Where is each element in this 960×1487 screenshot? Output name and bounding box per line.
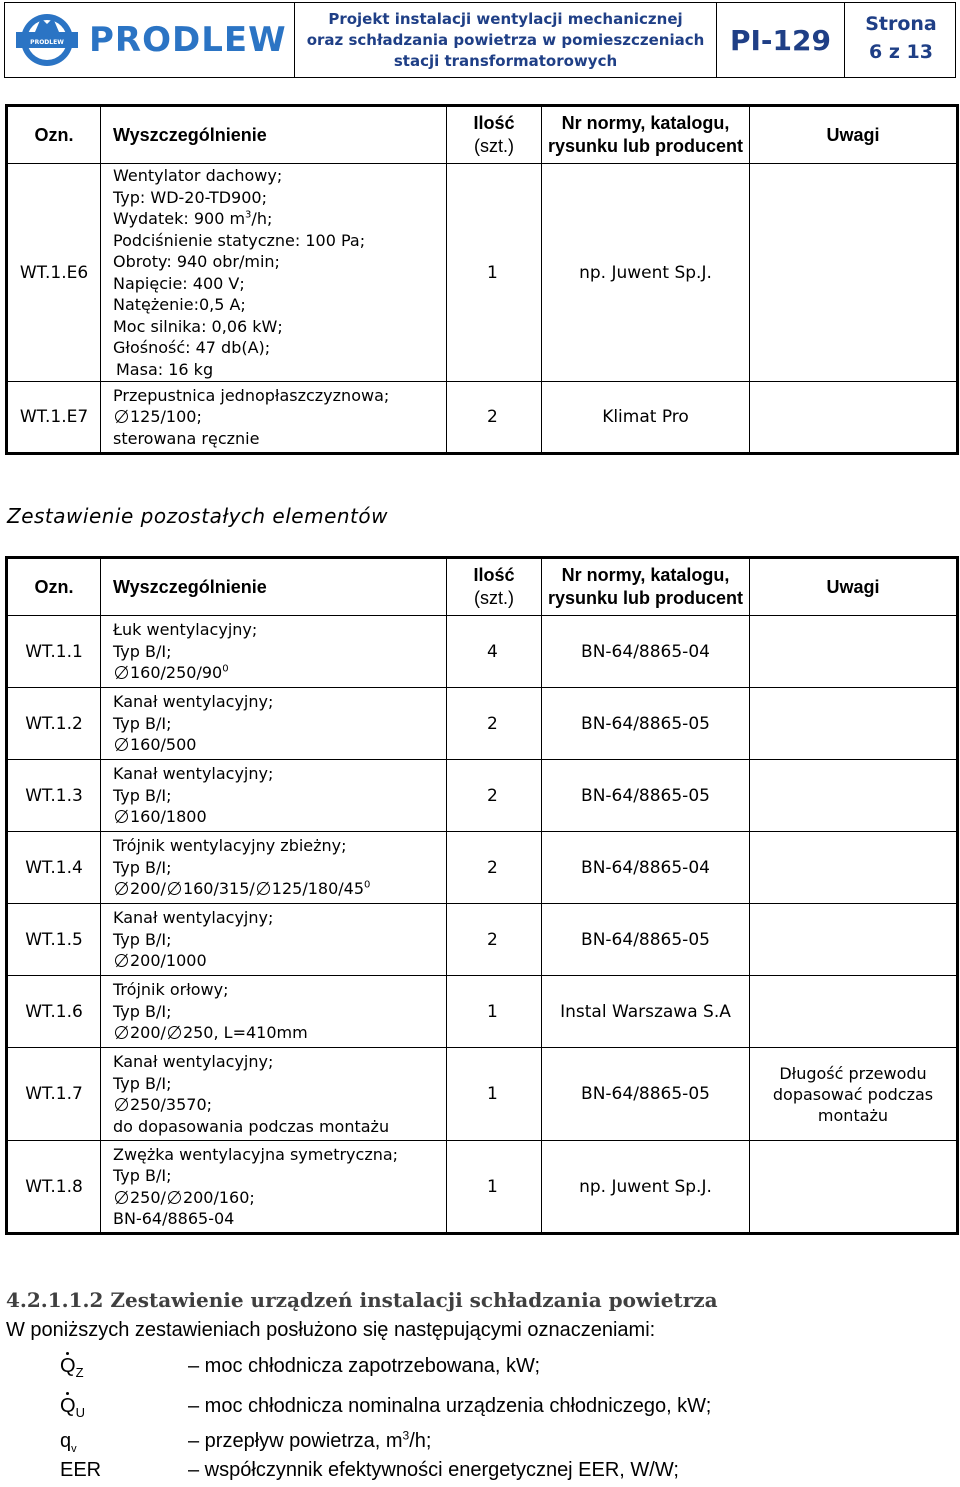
row-norm: BN-64/8865-05: [542, 688, 750, 760]
row-remarks: [750, 832, 958, 904]
row-norm: BN-64/8865-05: [542, 904, 750, 976]
row-id: WT.1.E6: [7, 164, 101, 382]
logo-wordmark: PRODLEW: [89, 20, 287, 60]
diameter-icon: [115, 1026, 128, 1039]
col-ozn: Ozn.: [7, 558, 101, 616]
table-row: [7, 1141, 958, 1234]
col-remarks: Uwagi: [750, 106, 958, 164]
row-spec: Kanał wentylacyjny; Typ B/I; 160/500: [101, 688, 447, 760]
diameter-icon: [115, 810, 128, 823]
table-row: [7, 616, 958, 688]
company-emblem-icon: [13, 10, 81, 70]
row-spec: Kanał wentylacyjny; Typ B/I; 200/1000: [101, 904, 447, 976]
row-spec: Zwężka wentylacyjna symetryczna; Typ B/I; 250/ 200/160; BN-64/8865-04: [101, 1141, 447, 1234]
row-norm: BN-64/8865-05: [542, 1048, 750, 1141]
symbol-description: – współczynnik efektywności energetycznej EER, W/W;: [188, 1459, 679, 1481]
row-remarks: [750, 976, 958, 1048]
diameter-icon: [115, 882, 128, 895]
row-remarks: [750, 382, 958, 454]
table-row: [7, 976, 958, 1048]
table-row: [7, 832, 958, 904]
document-header: [4, 2, 956, 78]
row-id: WT.1.4: [7, 832, 101, 904]
row-spec: Trójnik orłowy; Typ B/I; 200/ 250, L=410mm: [101, 976, 447, 1048]
symbol-description: – moc chłodnicza zapotrzebowana, kW;: [188, 1355, 541, 1377]
row-qty: 1: [447, 164, 542, 382]
row-remarks: Długość przewodu dopasować podczas montażu: [750, 1048, 958, 1141]
table-row: [7, 382, 958, 454]
table-header-row: [7, 106, 958, 164]
symbol-definition: $Q_U$: [60, 1395, 85, 1420]
row-id: WT.1.5: [7, 904, 101, 976]
row-remarks: [750, 760, 958, 832]
symbol-description: – przepływ powietrza, $m^3/h$;: [188, 1428, 432, 1452]
row-id: WT.1.E7: [7, 382, 101, 454]
row-remarks: [750, 904, 958, 976]
table-row: [7, 760, 958, 832]
row-spec: Wentylator dachowy; Typ: WD-20-TD900; Wydatek: 900 $m^3/h$; Podciśnienie statyczne: 100 Pa; Obroty: 940 obr/min; Napięcie: 400 V; Natężenie:0,5 A; Moc silnika: 0,06 kW; Głośność: 47 db(A); Masa: 16 kg: [101, 164, 447, 382]
row-norm: BN-64/8865-04: [542, 616, 750, 688]
row-qty: 2: [447, 688, 542, 760]
row-qty: 2: [447, 382, 542, 454]
row-id: WT.1.2: [7, 688, 101, 760]
table-row: [7, 688, 958, 760]
row-spec: Kanał wentylacyjny; Typ B/I; 250/3570; do dopasowania podczas montażu: [101, 1048, 447, 1141]
symbol-definition: $q_v$: [60, 1430, 77, 1455]
svg-text:PRODLEW: PRODLEW: [30, 39, 64, 46]
col-remarks: Uwagi: [750, 558, 958, 616]
fan-equipment-table: [5, 104, 959, 455]
table-row: [7, 904, 958, 976]
row-spec: Przepustnica jednopłaszczyznowa; 125/100; sterowana ręcznie: [101, 382, 447, 454]
other-elements-table: [5, 556, 959, 1235]
intro-paragraph: W poniższych zestawieniach posłużono się następującymi oznaczeniami:: [6, 1319, 656, 1341]
diameter-icon: [115, 666, 128, 679]
diameter-icon: [115, 1098, 128, 1111]
symbol-description: – moc chłodnicza nominalna urządzenia chłodniczego, kW;: [188, 1395, 712, 1417]
row-norm: np. Juwent Sp.J.: [542, 164, 750, 382]
col-spec: Wyszczególnienie: [101, 106, 447, 164]
col-ozn: Ozn.: [7, 106, 101, 164]
row-qty: 4: [447, 616, 542, 688]
col-qty: Ilość (szt.): [447, 558, 542, 616]
row-id: WT.1.7: [7, 1048, 101, 1141]
col-spec: Wyszczególnienie: [101, 558, 447, 616]
row-remarks: [750, 688, 958, 760]
row-qty: 2: [447, 832, 542, 904]
table-row: [7, 164, 958, 382]
diameter-icon: [115, 410, 128, 423]
symbol-definition: $Q_Z$: [60, 1355, 84, 1380]
document-title: Projekt instalacji wentylacji mechanicznej oraz schładzania powietrza w pomieszczeniach stacji transformatorowych: [295, 3, 717, 77]
row-remarks: [750, 164, 958, 382]
page-number: Strona 6 z 13: [865, 13, 937, 63]
row-qty: 2: [447, 904, 542, 976]
diameter-icon: [115, 738, 128, 751]
logo: [5, 3, 295, 77]
row-qty: 1: [447, 1141, 542, 1234]
section-heading: 4.2.1.1.2 Zestawienie urządzeń instalacji schładzania powietrza: [6, 1288, 718, 1312]
col-qty: Ilość (szt.): [447, 106, 542, 164]
row-qty: 2: [447, 760, 542, 832]
row-remarks: [750, 1141, 958, 1234]
row-norm: BN-64/8865-05: [542, 760, 750, 832]
diameter-icon: [168, 1026, 181, 1039]
diameter-icon: [168, 882, 181, 895]
row-qty: 1: [447, 976, 542, 1048]
diameter-icon: [257, 882, 270, 895]
row-norm: Instal Warszawa S.A: [542, 976, 750, 1048]
row-qty: 1: [447, 1048, 542, 1141]
row-id: WT.1.6: [7, 976, 101, 1048]
row-norm: np. Juwent Sp.J.: [542, 1141, 750, 1234]
row-remarks: [750, 616, 958, 688]
col-norm: Nr normy, katalogu, rysunku lub producent: [542, 558, 750, 616]
row-id: WT.1.8: [7, 1141, 101, 1234]
row-norm: Klimat Pro: [542, 382, 750, 454]
col-norm: Nr normy, katalogu, rysunku lub producent: [542, 106, 750, 164]
table-row: [7, 1048, 958, 1141]
section-title: Zestawienie pozostałych elementów: [7, 504, 388, 528]
symbol-definition: EER: [60, 1459, 102, 1481]
diameter-icon: [115, 954, 128, 967]
row-spec: Łuk wentylacyjny; Typ B/I; $160/250/90^0$: [101, 616, 447, 688]
row-norm: BN-64/8865-04: [542, 832, 750, 904]
row-id: WT.1.1: [7, 616, 101, 688]
row-spec: Trójnik wentylacyjny zbieżny; Typ B/I; 200/ 160/315/ $125/180/45^0$: [101, 832, 447, 904]
document-code: PI-129: [717, 3, 845, 77]
diameter-icon: [115, 1191, 128, 1204]
row-spec: Kanał wentylacyjny; Typ B/I; 160/1800: [101, 760, 447, 832]
row-id: WT.1.3: [7, 760, 101, 832]
table-header-row: [7, 558, 958, 616]
diameter-icon: [168, 1191, 181, 1204]
